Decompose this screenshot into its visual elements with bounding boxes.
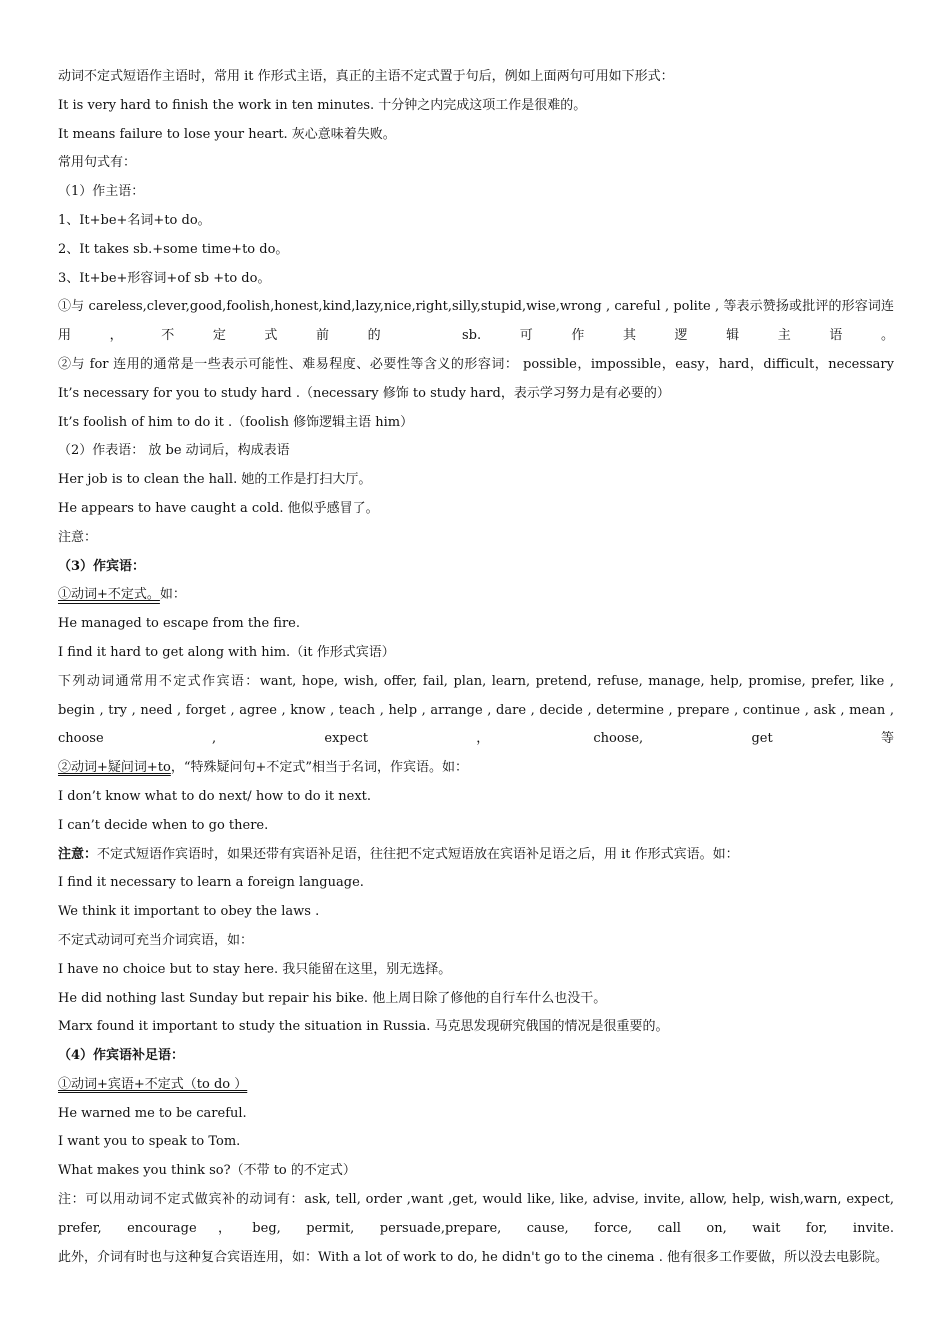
example-sentence: We think it important to obey the laws .: [58, 904, 320, 920]
example-sentence: He managed to escape from the fire.: [58, 616, 301, 632]
example-sentence: It’s foolish of him to do it .（foolish 修饰逻辑主语 him）: [58, 414, 414, 430]
text-line: 此外，介词有时也与这种复合宾语连用，如：With a lot of work to do, he didn't go to the cinema . 他有很多工作要做，所以没去电影院。: [58, 1249, 888, 1265]
note-label: 注意：: [58, 529, 98, 545]
document-page: [58, 63, 894, 1272]
example-sentence: I find it hard to get along with him.（it 作形式宾语）: [58, 644, 395, 660]
subheading-verb-object-infinitive: ①动词+宾语+不定式（to do ）: [58, 1076, 248, 1092]
section-heading-object-complement: （4）作宾语补足语：: [58, 1048, 185, 1064]
text-line: 不定式动词可充当介词宾语，如：: [58, 932, 254, 948]
subheading-verb-infinitive: ①动词+不定式。: [58, 587, 160, 603]
verb-list-paragraph: 下列动词通常用不定式作宾语：want, hope, wish, offer, fail, plan, learn, pretend, refuse, manage, help, promise, prefer, like , begin , try , need , forget , agree , know , teach , help , arrange , dare , decide , determine , prepare , continue , ask , mean , choose , expect ，choose, get 等: [58, 673, 894, 747]
example-sentence: It means failure to lose your heart. 灰心意味着失败。: [58, 126, 396, 142]
text-line: 常用句式有：: [58, 155, 137, 171]
pattern-line: 1、It+be+名词+to do。: [58, 212, 211, 228]
example-sentence: I can’t decide when to go there.: [58, 817, 269, 833]
section-heading-subject: （1）作主语：: [58, 184, 145, 200]
example-sentence: It’s necessary for you to study hard .（necessary 修饰 to study hard，表示学习努力是有必要的）: [58, 385, 670, 401]
example-sentence: I don’t know what to do next/ how to do it next.: [58, 788, 372, 804]
example-sentence: It is very hard to finish the work in ten minutes. 十分钟之内完成这项工作是很难的。: [58, 97, 587, 113]
section-heading-object: （3）作宾语：: [58, 558, 146, 574]
example-sentence: I want you to speak to Tom.: [58, 1134, 241, 1150]
pattern-line: 3、It+be+形容词+of sb +to do。: [58, 270, 271, 286]
subheading-line: [58, 581, 894, 610]
text-line: 动词不定式短语作主语时，常用 it 作形式主语，真正的主语不定式置于句后，例如上面两句可用如下形式：: [58, 69, 674, 84]
example-sentence: I have no choice but to stay here. 我只能留在这里，别无选择。: [58, 961, 452, 977]
note-label: 注意：: [58, 846, 98, 862]
example-sentence: I find it necessary to learn a foreign language.: [58, 875, 364, 891]
note-paragraph: [58, 841, 894, 870]
subheading-verb-wh-to: ②动词+疑问词+to: [58, 760, 171, 776]
rule-paragraph: ①与 careless,clever,good,foolish,honest,kind,lazy,nice,right,silly,stupid,wise,wrong , careful , polite , 等表示赞扬或批评的形容词连用，不定式前的 sb.可作其逻辑主语。: [58, 299, 894, 344]
example-sentence: What makes you think so?（不带 to 的不定式）: [58, 1163, 356, 1179]
section-heading-predicative: （2）作表语： 放 be 动词后，构成表语: [58, 443, 290, 459]
rule-paragraph: ②与 for 连用的通常是一些表示可能性、难易程度、必要性等含义的形容词： possible，impossible，easy，hard，difficult，necessary: [58, 356, 894, 372]
note-text: 不定式短语作宾语时，如果还带有宾语补足语，往往把不定式短语放在宾语补足语之后，用 it 作形式宾语。如：: [97, 846, 739, 862]
example-sentence: He did nothing last Sunday but repair his bike. 他上周日除了修他的自行车什么也没干。: [58, 990, 607, 1006]
subheading-line: [58, 1071, 894, 1100]
subheading-suffix: ，“特殊疑问句+不定式”相当于名词，作宾语。如：: [170, 760, 469, 776]
subheading-suffix: 如：: [159, 587, 186, 603]
example-sentence: Her job is to clean the hall. 她的工作是打扫大厅。: [58, 472, 372, 488]
verb-list-paragraph: 注：可以用动词不定式做宾补的动词有：ask, tell, order ,want ,get, would like, like, advise, invite, allow, help, wish,warn, expect, prefer, encourage，beg, permit, persuade,prepare, cause, force, call on, wait for, invite.: [58, 1192, 894, 1236]
example-sentence: He appears to have caught a cold. 他似乎感冒了。: [58, 500, 379, 516]
example-sentence: He warned me to be careful.: [58, 1105, 247, 1121]
pattern-line: 2、It takes sb.+some time+to do。: [58, 241, 289, 257]
example-sentence: Marx found it important to study the situation in Russia. 马克思发现研究俄国的情况是很重要的。: [58, 1019, 669, 1035]
subheading-line: [58, 754, 894, 783]
